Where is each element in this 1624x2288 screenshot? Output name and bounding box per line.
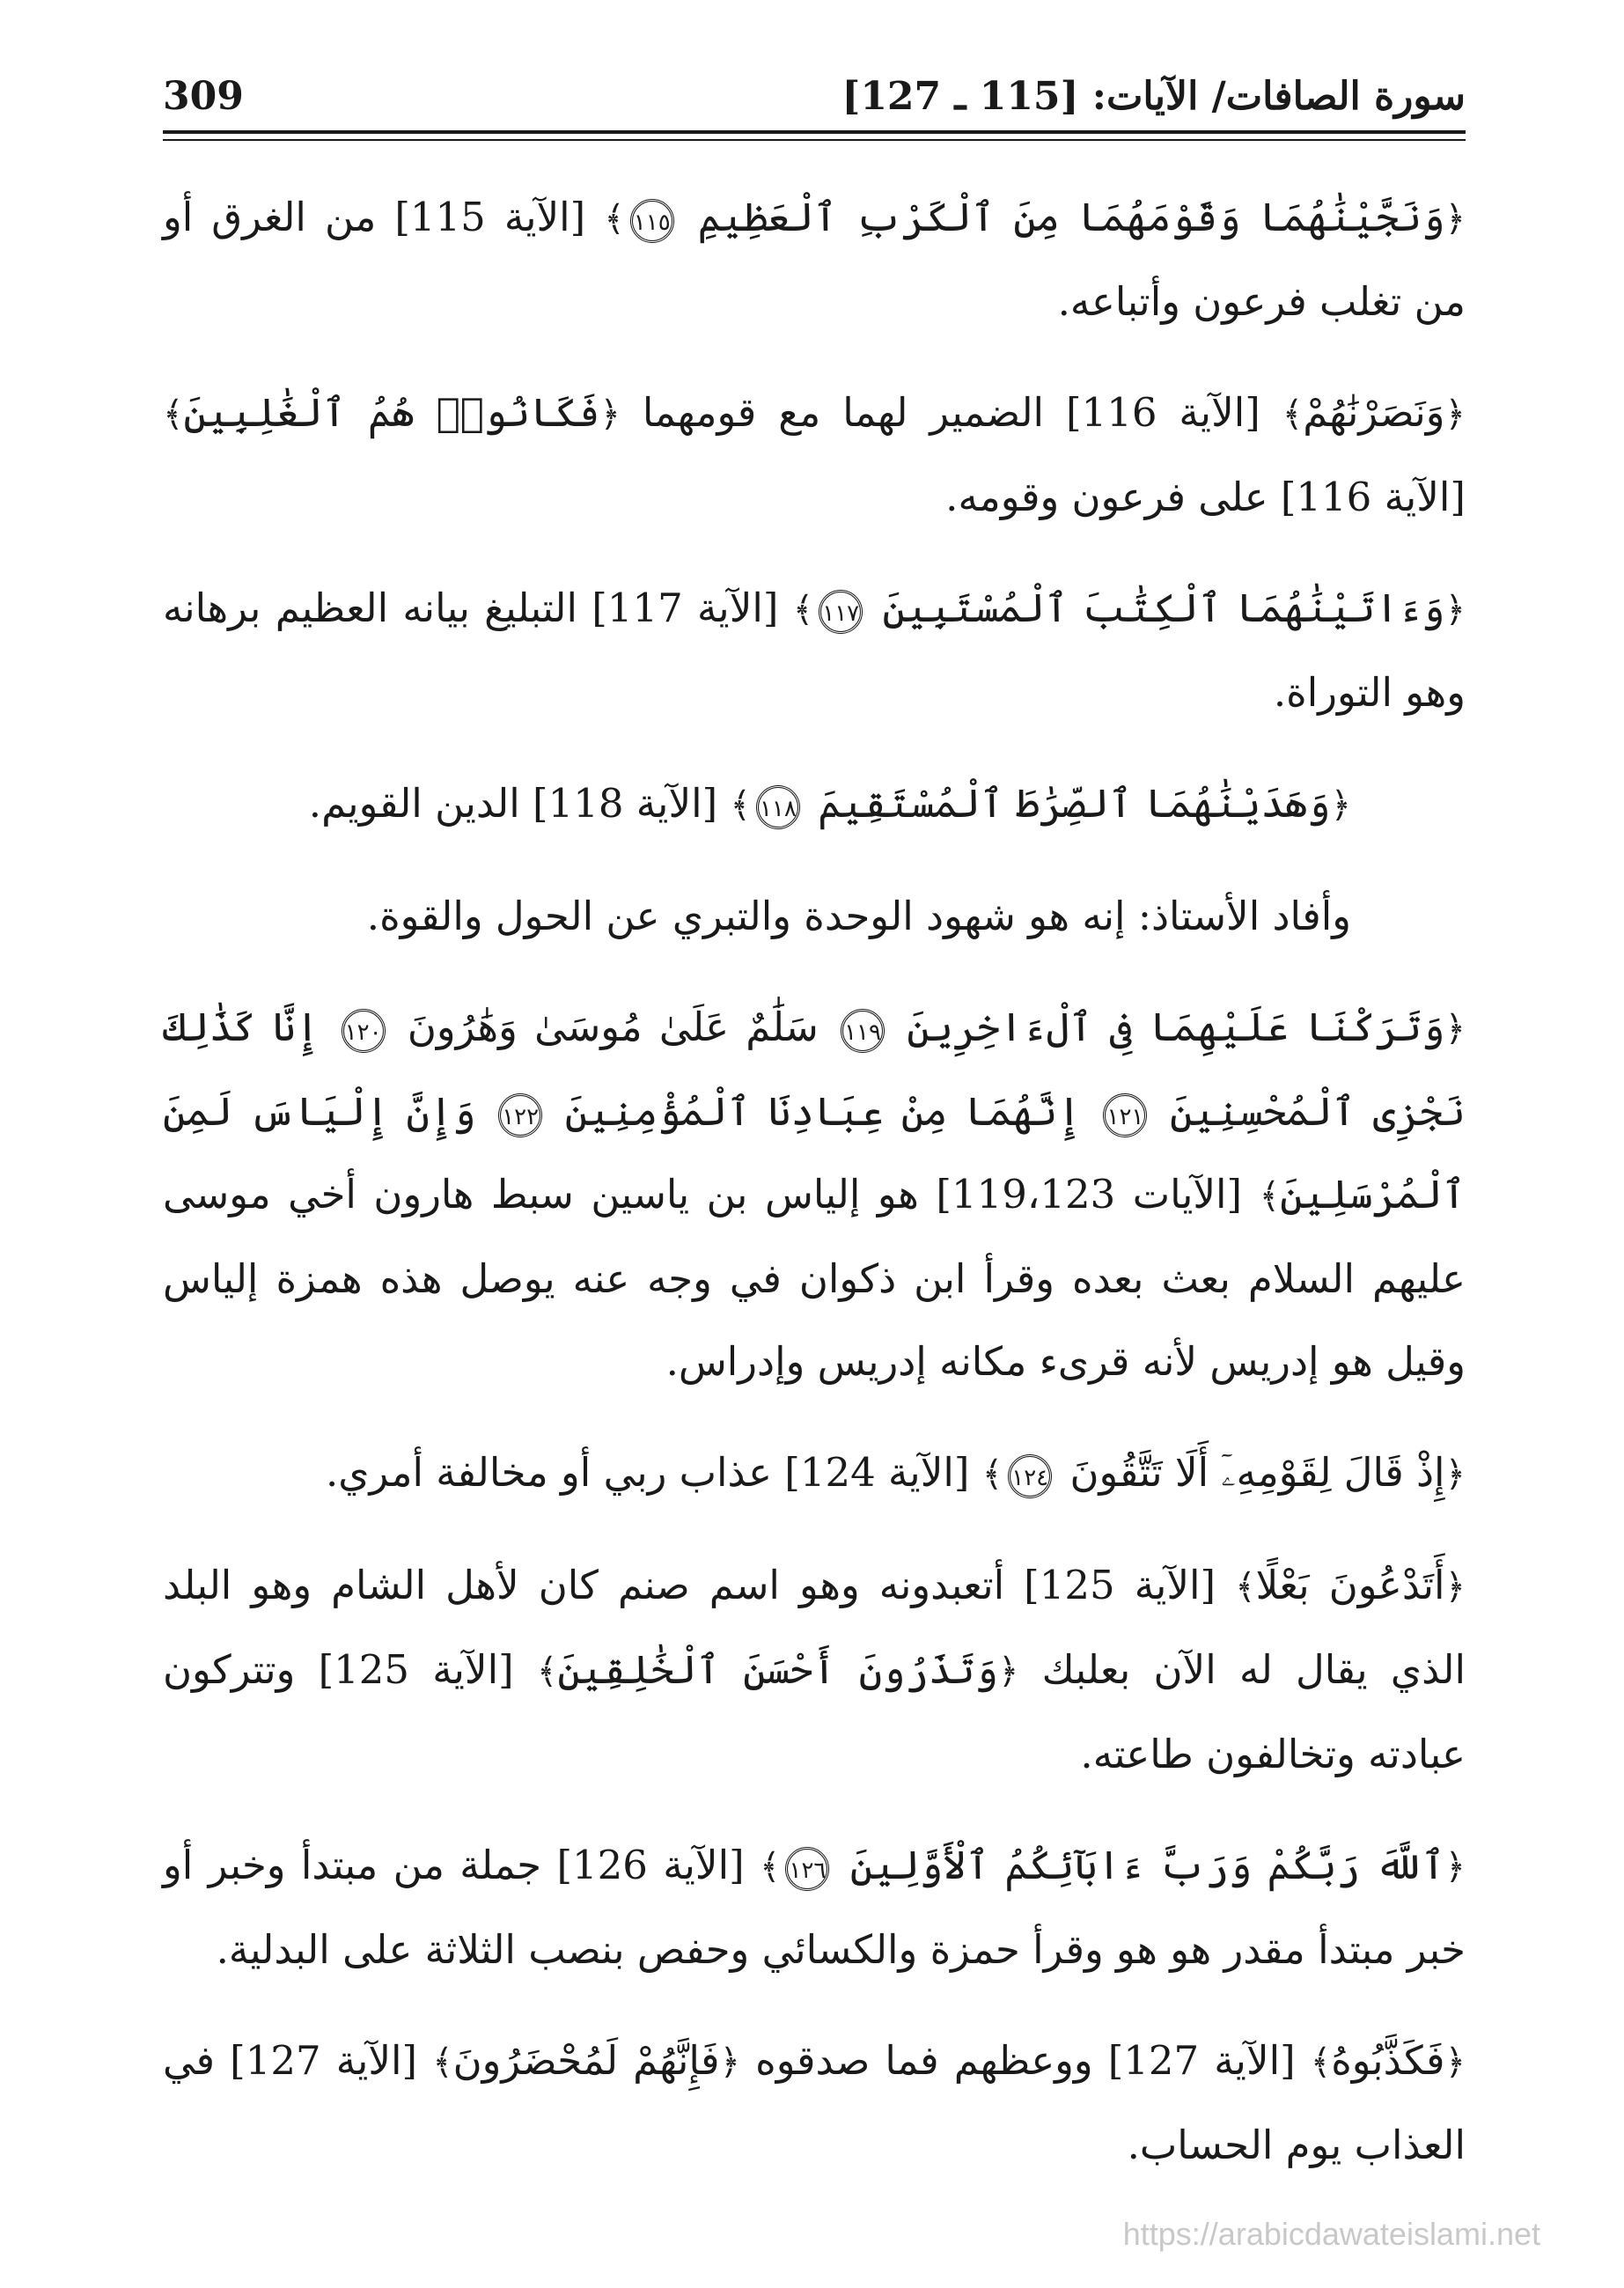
paragraph-ayah-117: [163, 567, 1466, 734]
quran-close-bracket: ﴾: [1282, 394, 1304, 435]
paragraph-ustadh-note: [163, 875, 1466, 958]
quran-verse: إِذْ قَالَ لِقَوْمِهِۦٓ أَلَا تَتَّقُونَ: [1069, 1449, 1445, 1496]
quran-open-bracket: ﴿: [719, 2042, 741, 2083]
ayah-number-marker: ١١٥: [630, 199, 674, 243]
ayah-number-marker: ١١٨: [756, 785, 800, 829]
quran-verse: وَهَدَيْنَٰهُمَا ٱلصِّرَٰطَ ٱلْمُسْتَقِيمَ: [818, 780, 1331, 827]
ayah-number-marker: ١١٩: [841, 1009, 885, 1053]
quran-close-bracket: ﴾: [1235, 1567, 1256, 1607]
paragraph-ayah-115: [163, 176, 1466, 343]
paragraph-ayah-116: [163, 372, 1466, 539]
quran-open-bracket: ﴿: [1444, 1847, 1466, 1887]
commentary-text: [الآية 116] الضمير لهما مع قومهما: [642, 389, 1260, 436]
commentary-text: [الآية 117] التبليغ بيانه العظيم برهانه وهو التوراة.: [163, 585, 1466, 716]
quran-verse: وَنَصَرْنَٰهُمْ: [1303, 389, 1445, 436]
running-title: سورة الصافات/ الآيات: [115 ـ 127]: [841, 74, 1466, 119]
quran-verse: فَكَذَّبُوهُ: [1331, 2037, 1445, 2084]
quran-open-bracket: ﴿: [1444, 2042, 1466, 2083]
commentary-text: [الآية 116] على فرعون وقومه.: [945, 474, 1466, 520]
paragraph-ayah-126: [163, 1824, 1466, 1991]
header-rule-thin: [163, 139, 1466, 141]
quran-close-bracket: ﴾: [760, 1847, 781, 1887]
quran-verse: وَءَاتَيْنَٰهُمَا ٱلْكِتَٰبَ ٱلْمُسْتَبِينَ: [882, 585, 1445, 631]
quran-close-bracket: ﴾: [1259, 1176, 1281, 1217]
quran-verse: فَكَانُوا۟ هُمُ ٱلْغَٰلِبِينَ: [183, 389, 600, 436]
quran-open-bracket: ﴿: [1330, 785, 1351, 826]
header-rule-thick: [163, 130, 1466, 134]
quran-close-bracket: ﴾: [432, 2042, 453, 2083]
ayah-number-marker: ١٢٦: [785, 1847, 829, 1891]
quran-open-bracket: ﴿: [1444, 590, 1466, 630]
paragraph-ayah-118: [163, 762, 1466, 847]
quran-verse: وَإِنَّ إِلْيَاسَ لَمِنَ ٱلْمُرْسَلِينَ: [163, 1088, 1466, 1218]
ayah-number-marker: ١١٧: [819, 590, 863, 634]
quran-verse: أَتَدْعُونَ بَعْلًا: [1255, 1562, 1445, 1608]
quran-verse: وَتَرَكْنَا عَلَيْهِمَا فِى ٱلْءَاخِرِينَ: [907, 1004, 1445, 1050]
quran-close-bracket: ﴾: [730, 785, 751, 826]
commentary-text: [الآية 126] جملة من مبتدأ وخبر أو خبر مبتدأ مقدر هو هو وقرأ حمزة والكسائي وحفص بنصب الثلاثة على البدلية.: [163, 1842, 1466, 1973]
quran-verse: وَتَذَرُونَ أَحْسَنَ ٱلْخَٰلِقِينَ: [557, 1646, 998, 1693]
commentary-text: [الآية 127] في العذاب يوم الحساب.: [163, 2037, 1466, 2168]
ayah-number-marker: ١٢١: [1103, 1093, 1147, 1137]
page-header: [163, 62, 1466, 132]
quran-open-bracket: ﴿: [998, 1652, 1019, 1692]
quran-verse: فَإِنَّهُمْ لَمُحْضَرُونَ: [452, 2037, 720, 2084]
commentary-text: [الآية 115] من الغرق أو من تغلب فرعون وأتباعه.: [163, 194, 1466, 325]
quran-close-bracket: ﴾: [981, 1454, 1003, 1495]
commentary-text: [الآيات 119،123] هو إلياس بن ياسين سبط هارون أخي موسى عليهم السلام بعث بعده وقرأ ابن ذكوان في وجه عنه يوصل هذه همزة إلياس وقيل هو إدريس لأنه قرىء مكانه إدريس وإدراس.: [163, 1171, 1466, 1385]
quran-open-bracket: ﴿: [1444, 1009, 1466, 1049]
quran-close-bracket: ﴾: [604, 199, 625, 239]
quran-open-bracket: ﴿: [1444, 1454, 1466, 1495]
ayah-number-marker: ١٢٠: [342, 1009, 386, 1053]
commentary-text: [الآية 118] الدين القويم.: [308, 780, 718, 827]
commentary-text: وأفاد الأستاذ: إنه هو شهود الوحدة والتبري عن الحول والقوة.: [366, 893, 1351, 939]
ayah-number-marker: ١٢٢: [498, 1093, 542, 1137]
paragraph-ayah-124: [163, 1431, 1466, 1516]
commentary-text: [الآية 125] أتعبدونه وهو اسم صنم كان لأهل الشام وهو البلد الذي يقال له الآن بعلبك: [163, 1562, 1466, 1693]
paragraph-ayah-125: [163, 1544, 1466, 1796]
commentary-text: [الآية 125] وتتركون عبادته وتخالفون طاعته.: [163, 1646, 1466, 1777]
quran-verse: سَلَٰمٌ عَلَىٰ مُوسَىٰ وَهَٰرُونَ: [407, 1004, 819, 1050]
quran-open-bracket: ﴿: [1444, 394, 1466, 435]
page-body: [163, 176, 1466, 2215]
commentary-text: [الآية 127] ووعظهم فما صدقوه: [755, 2037, 1296, 2084]
quran-close-bracket: ﴾: [792, 590, 814, 630]
paragraph-ayah-127: [163, 2019, 1466, 2187]
ayah-number-marker: ١٢٤: [1008, 1454, 1052, 1498]
source-watermark: https://arabicdawateislami.net: [1122, 2216, 1540, 2252]
quran-close-bracket: ﴾: [163, 394, 184, 435]
quran-close-bracket: ﴾: [536, 1652, 558, 1692]
quran-open-bracket: ﴿: [1444, 199, 1466, 239]
commentary-text: [الآية 124] عذاب ربي أو مخالفة أمري.: [326, 1449, 970, 1496]
quran-verse: إِنَّا كَذَٰلِكَ نَجْزِى ٱلْمُحْسِنِينَ: [163, 1004, 1466, 1135]
quran-verse: إِنَّهُمَا مِنْ عِبَادِنَا ٱلْمُؤْمِنِينَ: [564, 1088, 1081, 1135]
quran-close-bracket: ﴾: [1310, 2042, 1332, 2083]
paragraph-ayat-119-123: [163, 986, 1466, 1403]
quran-verse: ٱللَّهَ رَبَّكُمْ وَرَبَّ ءَابَآئِكُمُ ٱلْأَوَّلِينَ: [849, 1842, 1445, 1888]
quran-verse: وَنَجَّيْنَٰهُمَا وَقَوْمَهُمَا مِنَ ٱلْكَرْبِ ٱلْعَظِيمِ: [697, 194, 1445, 240]
quran-open-bracket: ﴿: [1444, 1567, 1466, 1607]
page-number: 309: [163, 74, 244, 119]
quran-open-bracket: ﴿: [599, 394, 621, 435]
